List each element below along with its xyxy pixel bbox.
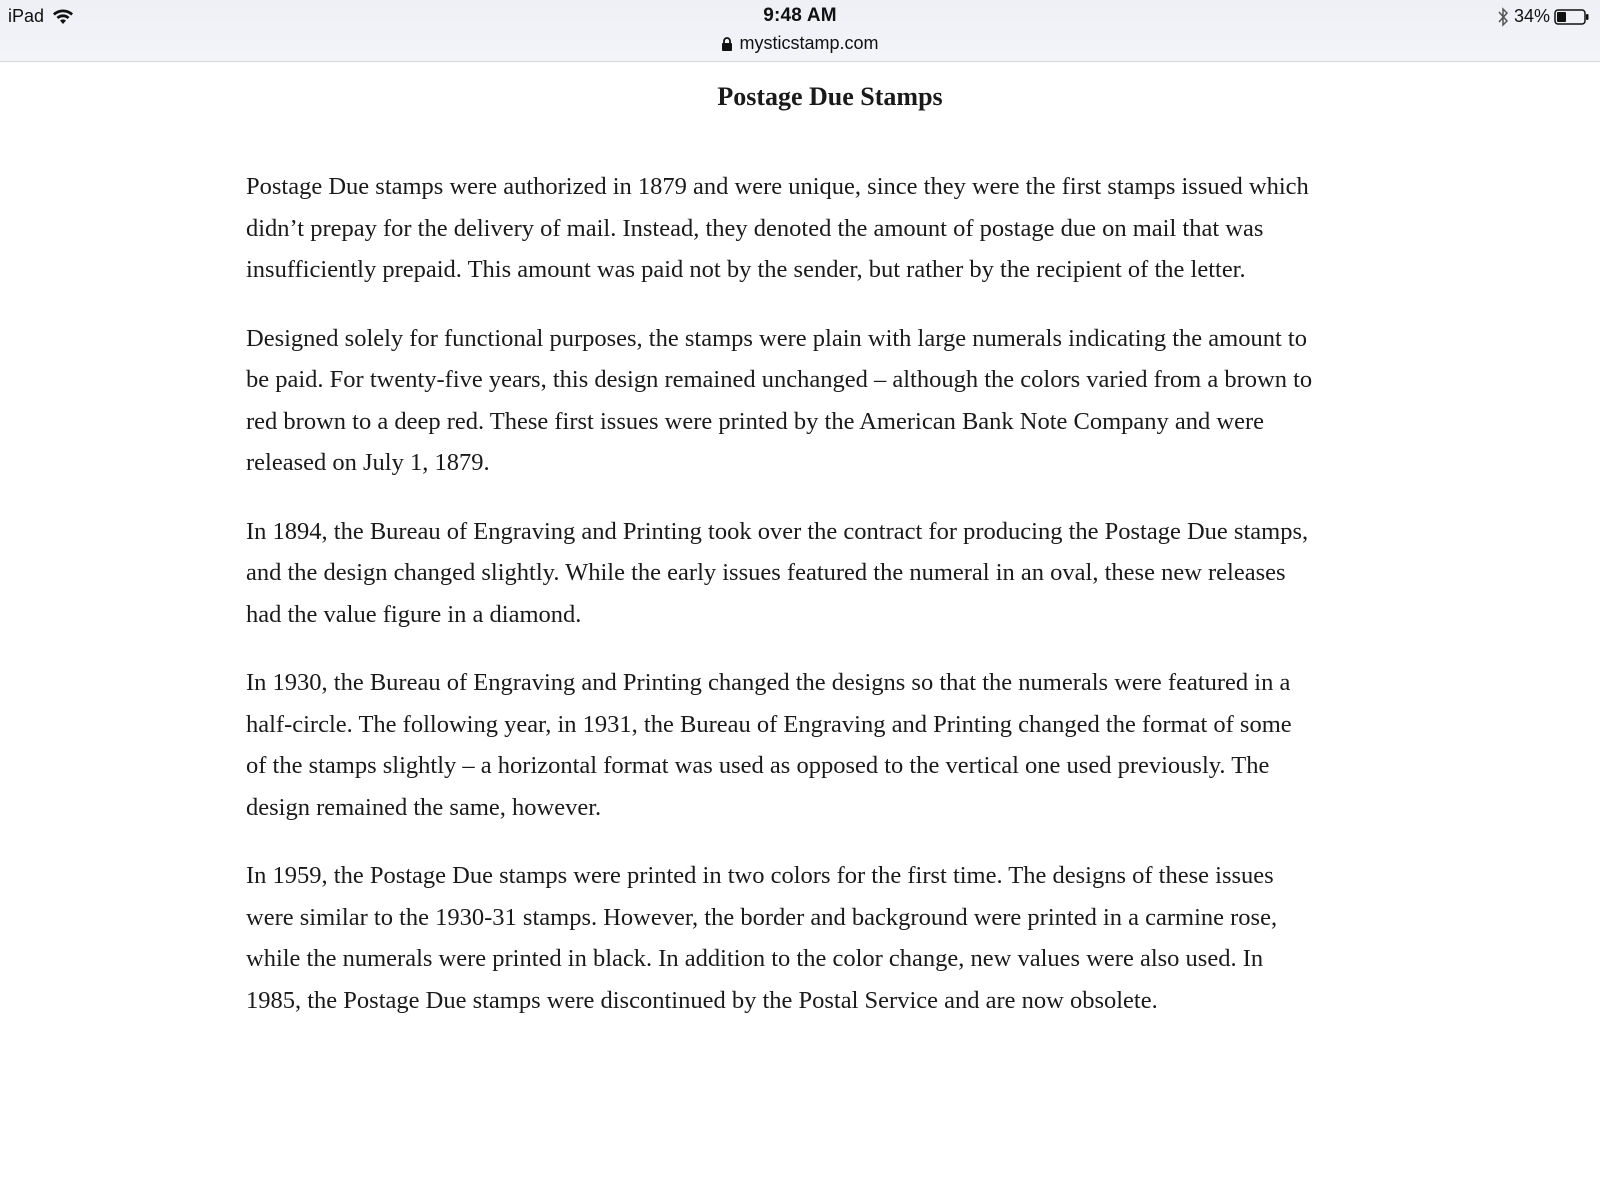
page-title: Postage Due Stamps [717,82,943,111]
paragraph: In 1930, the Bureau of Engraving and Printing changed the designs so that the numerals were featured in a half-circle. The following year, in 1931, the Bureau of Engraving and Printing changed the format of some of the stamps slightly – a horizontal format was used as opposed to the vertical one used previously. The design remained the same, however. [246,669,1292,821]
paragraph: In 1959, the Postage Due stamps were printed in two colors for the first time. The designs of these issues were similar to the 1930-31 stamps. However, the border and background were printed in a carmine rose, while the numerals were printed in black. In addition to the color change, new values were also used. In 1985, the Postage Due stamps were discontinued by the Postal Service and are now obsolete. [246,862,1278,1014]
bluetooth-icon [1497,7,1509,27]
paragraph: Postage Due stamps were authorized in 1879 and were unique, since they were the first stamps issued which didn’t prepay for the delivery of mail. Instead, they denoted the amount of postage due on mail that was insufficiently prepaid. This amount was paid not by the sender, but rather by the recipient of the letter. [246,173,1309,283]
url-text[interactable]: mysticstamp.com [739,33,879,53]
device-label: iPad [8,6,45,26]
address-bar[interactable] [0,33,1600,54]
paragraph: Designed solely for functional purposes, the stamps were plain with large numerals indicating the amount to be paid. For twenty-five years, this design remained unchanged – although the colors varied from a brown to red brown to a deep red. These first issues were printed by the American Bank Note Company and were released on July 1, 1879. [246,324,1313,476]
paragraph: In 1894, the Bureau of Engraving and Printing took over the contract for producing the Postage Due stamps, and the design changed slightly. While the early issues featured the numeral in an oval, these new releases had the value figure in a diamond. [246,517,1309,628]
lock-icon [721,37,733,51]
battery-icon [1554,8,1590,26]
status-center [0,5,1600,54]
article-body [246,166,1316,1048]
status-bar [0,0,1600,62]
status-right [1497,6,1590,27]
clock: 9:48 AM [763,5,837,26]
page-content [0,62,1600,1200]
battery-percent: 34% [1513,6,1550,26]
